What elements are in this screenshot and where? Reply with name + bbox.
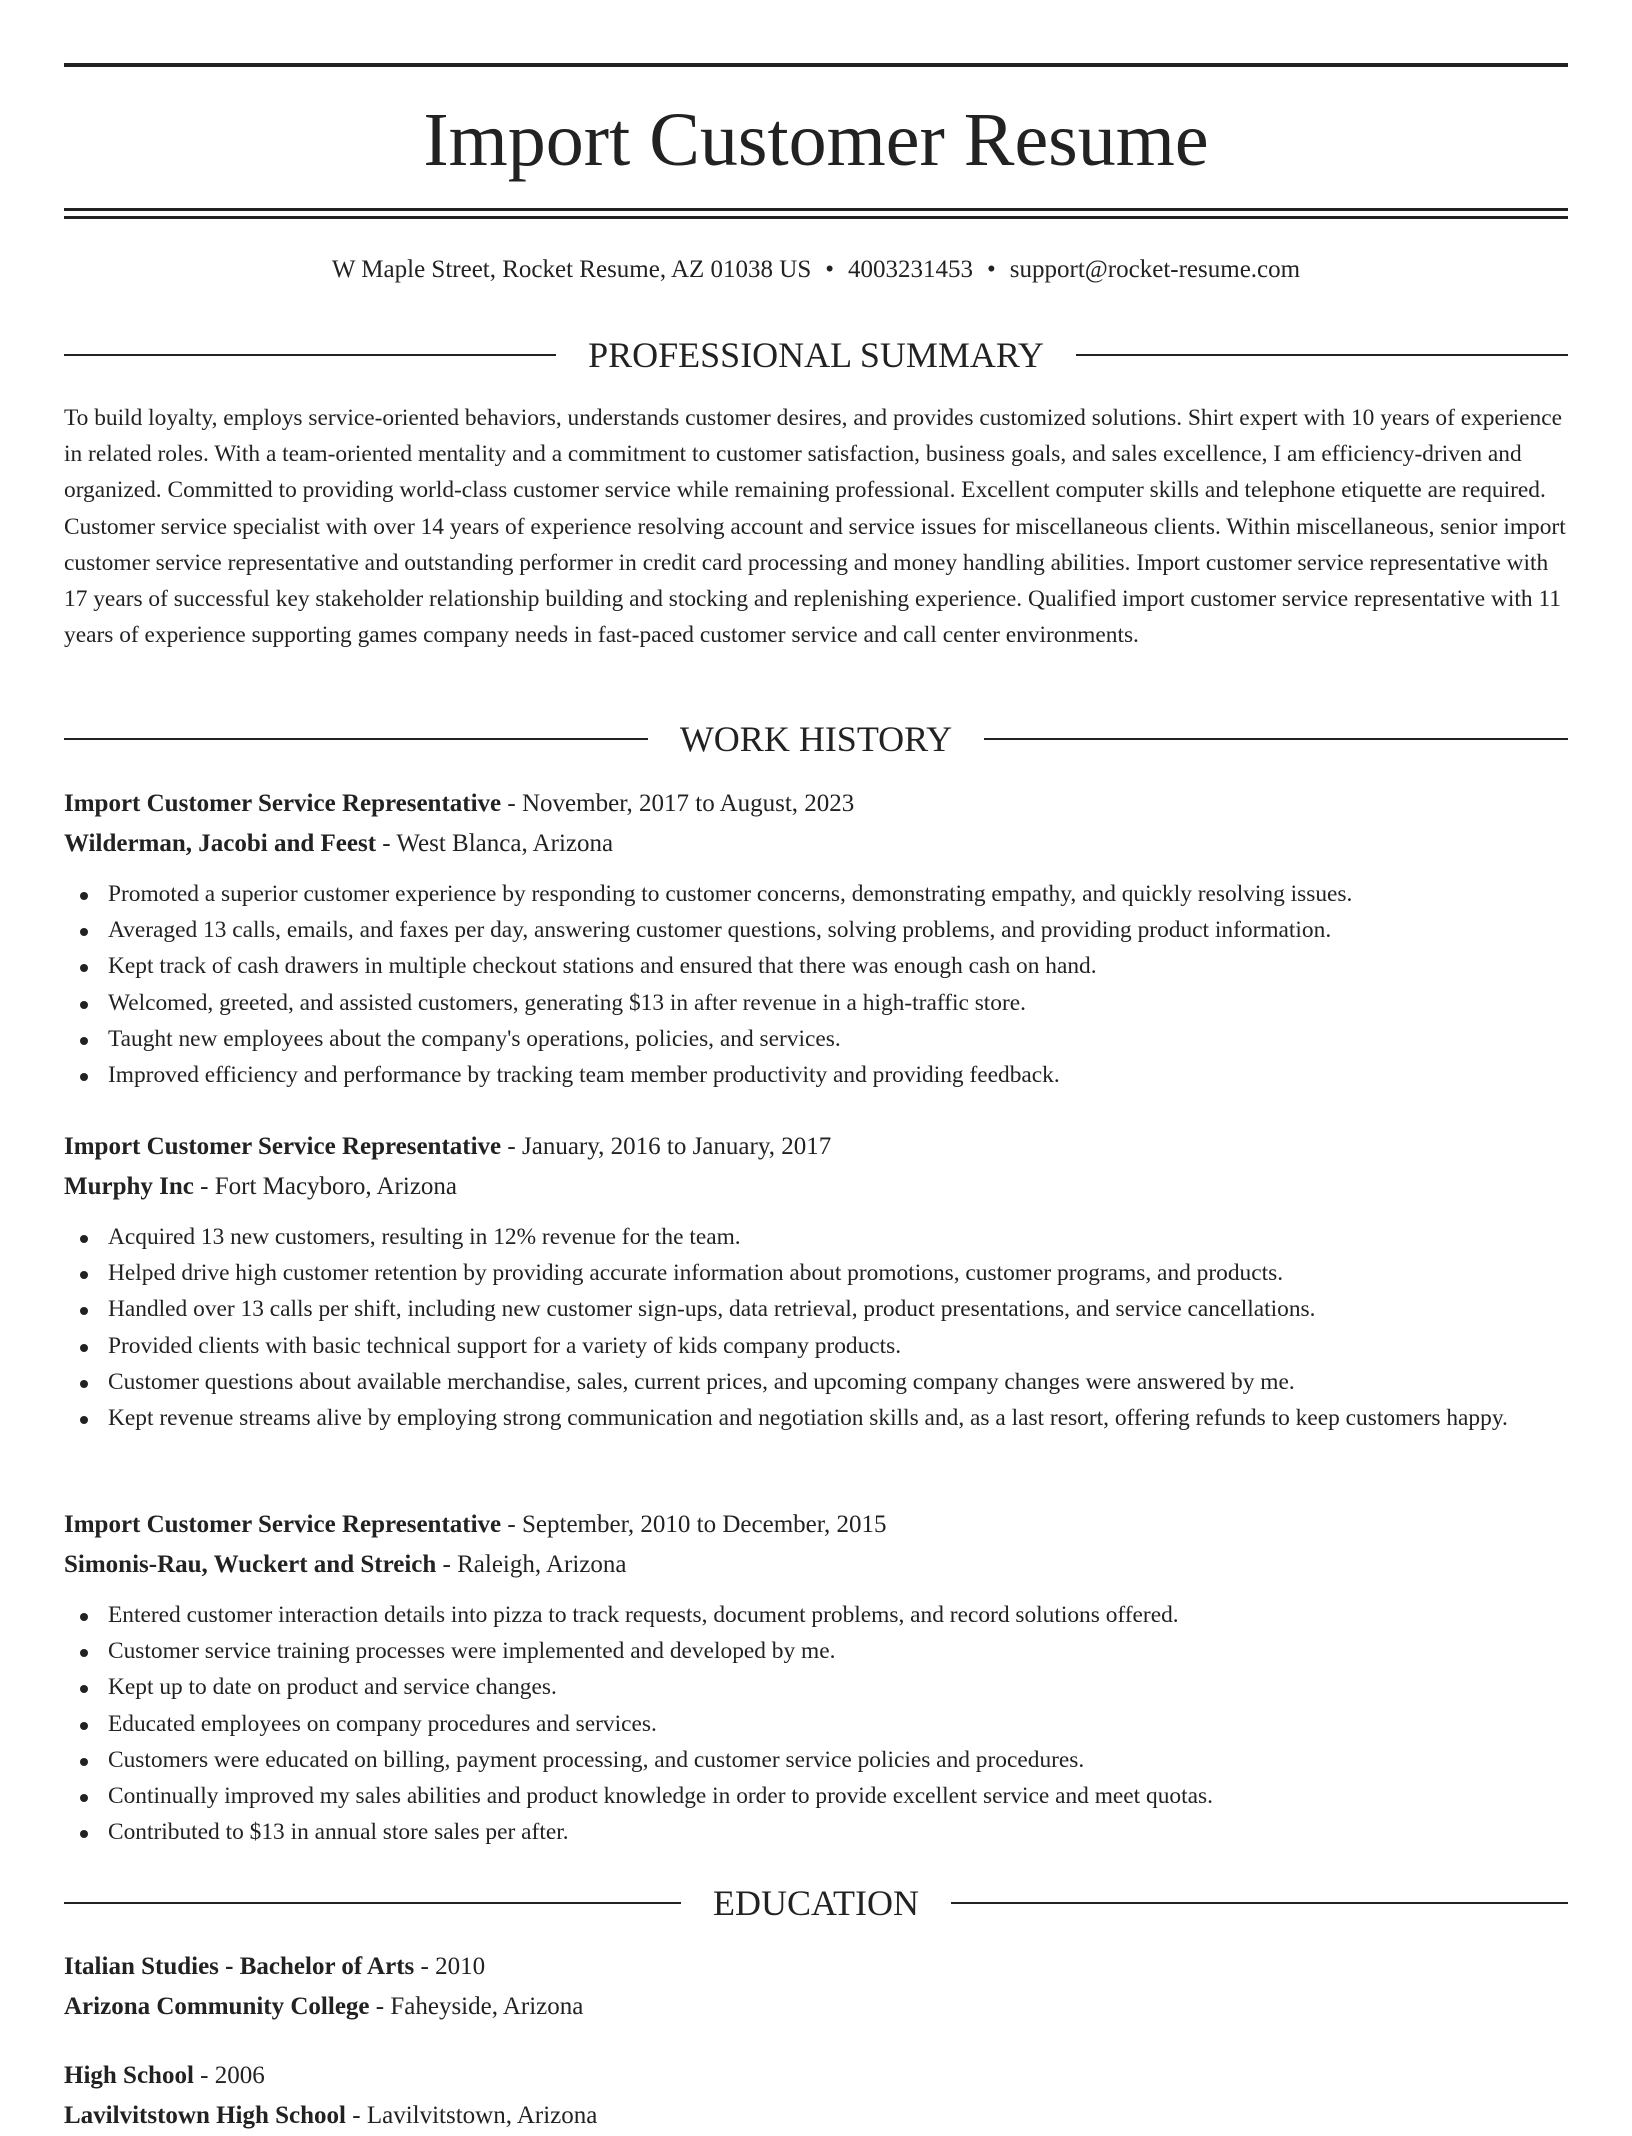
job-bullet: Promoted a superior customer experience by responding to customer concerns, demonstrating empathy, and quickly resolving issues. bbox=[108, 876, 1568, 912]
summary-heading bbox=[64, 333, 1568, 377]
work-history-heading bbox=[64, 717, 1568, 761]
job-bullet: Continually improved my sales abilities and product knowledge in order to provide excellent service and meet quotas. bbox=[108, 1778, 1568, 1814]
heading-rule bbox=[1076, 354, 1568, 356]
job-bullet: Taught new employees about the company's operations, policies, and services. bbox=[108, 1021, 1568, 1057]
contact-separator: • bbox=[825, 256, 835, 283]
school: Lavilvitstown High School bbox=[64, 2102, 346, 2129]
job-bullet: Entered customer interaction details into pizza to track requests, document problems, and record solutions offered. bbox=[108, 1597, 1568, 1633]
school-line bbox=[64, 2096, 1568, 2136]
school-line bbox=[64, 1987, 1568, 2027]
job-company-line bbox=[64, 824, 1568, 864]
job-title: Import Customer Service Representative bbox=[64, 790, 502, 817]
job-title-line bbox=[64, 1505, 1568, 1545]
job-entry bbox=[64, 784, 1568, 1093]
job-entry bbox=[64, 1127, 1568, 1436]
degree-year: - 2010 bbox=[414, 1953, 486, 1980]
job-dates: - November, 2017 to August, 2023 bbox=[501, 790, 855, 817]
job-title: Import Customer Service Representative bbox=[64, 1511, 502, 1538]
contact-separator: • bbox=[987, 256, 996, 283]
job-bullet: Handled over 13 calls per shift, including new customer sign-ups, data retrieval, product presentations, and service cancellations. bbox=[108, 1291, 1568, 1327]
job-location: - West Blanca, Arizona bbox=[376, 830, 614, 857]
work-history-heading-label: WORK HISTORY bbox=[679, 719, 953, 759]
job-dates: - September, 2010 to December, 2015 bbox=[501, 1511, 887, 1538]
resume-title: Import Customer Resume bbox=[423, 98, 1209, 182]
job-bullet: Customer service training processes were implemented and developed by me. bbox=[108, 1633, 1568, 1669]
job-location: - Raleigh, Arizona bbox=[436, 1551, 627, 1578]
job-dates: - January, 2016 to January, 2017 bbox=[501, 1133, 832, 1160]
degree: Italian Studies - Bachelor of Arts bbox=[64, 1953, 415, 1980]
education-heading bbox=[64, 1881, 1568, 1925]
school-location: - Lavilvitstown, Arizona bbox=[346, 2102, 598, 2129]
job-bullet: Kept up to date on product and service changes. bbox=[108, 1669, 1568, 1705]
job-bullet: Kept revenue streams alive by employing strong communication and negotiation skills and, as a last resort, offering refunds to keep customers happy. bbox=[108, 1400, 1568, 1436]
job-bullet: Customers were educated on billing, payment processing, and customer service policies and procedures. bbox=[108, 1742, 1568, 1778]
job-bullet: Provided clients with basic technical support for a variety of kids company products. bbox=[108, 1328, 1568, 1364]
job-bullet: Acquired 13 new customers, resulting in 12% revenue for the team. bbox=[108, 1219, 1568, 1255]
degree-line bbox=[64, 2056, 1568, 2096]
job-company: Simonis-Rau, Wuckert and Streich bbox=[64, 1551, 437, 1578]
summary-heading-label: PROFESSIONAL SUMMARY bbox=[588, 335, 1044, 375]
heading-rule bbox=[64, 738, 648, 740]
contact-line bbox=[64, 254, 1568, 286]
job-company-line bbox=[64, 1545, 1568, 1585]
job-bullet: Averaged 13 calls, emails, and faxes per day, answering customer questions, solving problems, and providing product information. bbox=[108, 912, 1568, 948]
job-bullets bbox=[64, 1219, 1568, 1436]
heading-rule bbox=[64, 1902, 681, 1904]
job-bullet: Customer questions about available merchandise, sales, current prices, and upcoming company changes were answered by me. bbox=[108, 1364, 1568, 1400]
degree-line bbox=[64, 1947, 1568, 1987]
job-bullet: Welcomed, greeted, and assisted customers, generating $13 in after revenue in a high-traffic store. bbox=[108, 985, 1568, 1021]
job-bullet: Kept track of cash drawers in multiple checkout stations and ensured that there was enough cash on hand. bbox=[108, 948, 1568, 984]
contact-phone: 4003231453 bbox=[848, 256, 974, 283]
job-company: Murphy Inc bbox=[64, 1173, 194, 1200]
job-company-line bbox=[64, 1167, 1568, 1207]
job-title-line bbox=[64, 784, 1568, 824]
job-bullet: Educated employees on company procedures and services. bbox=[108, 1706, 1568, 1742]
summary-text: To build loyalty, employs service-oriented behaviors, understands customer desires, and provides customized solutions. Shirt expert with 10 years of experience in related roles. With a team-oriented mentality and a commitment to customer satisfaction, business goals, and sales excellence, I am efficiency-driven and organized. Committed to providing world-class customer service while remaining professional. Excellent computer skills and telephone etiquette are required. Customer service specialist with over 14 years of experience resolving account and service issues for miscellaneous clients. Within miscellaneous, senior import customer service representative and outstanding performer in credit card processing and money handling abilities. Import customer service representative with 17 years of successful key stakeholder relationship building and stocking and replenishing experience. Qualified import customer service representative with 11 years of experience supporting games company needs in fast-paced customer service and call center environments. bbox=[64, 405, 1566, 649]
education-entry bbox=[64, 1947, 1568, 2027]
title-double-rule bbox=[64, 208, 1568, 219]
contact-address: W Maple Street, Rocket Resume, AZ 01038 US bbox=[331, 256, 812, 283]
heading-rule bbox=[984, 738, 1568, 740]
contact-email: support@rocket-resume.com bbox=[1009, 256, 1301, 283]
job-title-line bbox=[64, 1127, 1568, 1167]
heading-rule bbox=[951, 1902, 1568, 1904]
job-title: Import Customer Service Representative bbox=[64, 1133, 502, 1160]
job-bullet: Contributed to $13 in annual store sales per after. bbox=[108, 1814, 1568, 1850]
heading-rule bbox=[64, 354, 556, 356]
job-bullets bbox=[64, 876, 1568, 1093]
job-bullet: Helped drive high customer retention by providing accurate information about promotions, customer programs, and products. bbox=[108, 1255, 1568, 1291]
education-heading-label: EDUCATION bbox=[713, 1883, 919, 1923]
job-company: Wilderman, Jacobi and Feest bbox=[64, 830, 377, 857]
degree-year: - 2006 bbox=[193, 2062, 265, 2089]
job-bullet: Improved efficiency and performance by tracking team member productivity and providing feedback. bbox=[108, 1057, 1568, 1093]
job-entry bbox=[64, 1505, 1568, 1850]
degree: High School bbox=[64, 2062, 194, 2089]
school: Arizona Community College bbox=[64, 1993, 370, 2020]
school-location: - Faheyside, Arizona bbox=[369, 1993, 584, 2020]
job-location: - Fort Macyboro, Arizona bbox=[193, 1173, 458, 1200]
top-rule bbox=[64, 63, 1568, 67]
education-entry bbox=[64, 2056, 1568, 2136]
job-bullets bbox=[64, 1597, 1568, 1850]
